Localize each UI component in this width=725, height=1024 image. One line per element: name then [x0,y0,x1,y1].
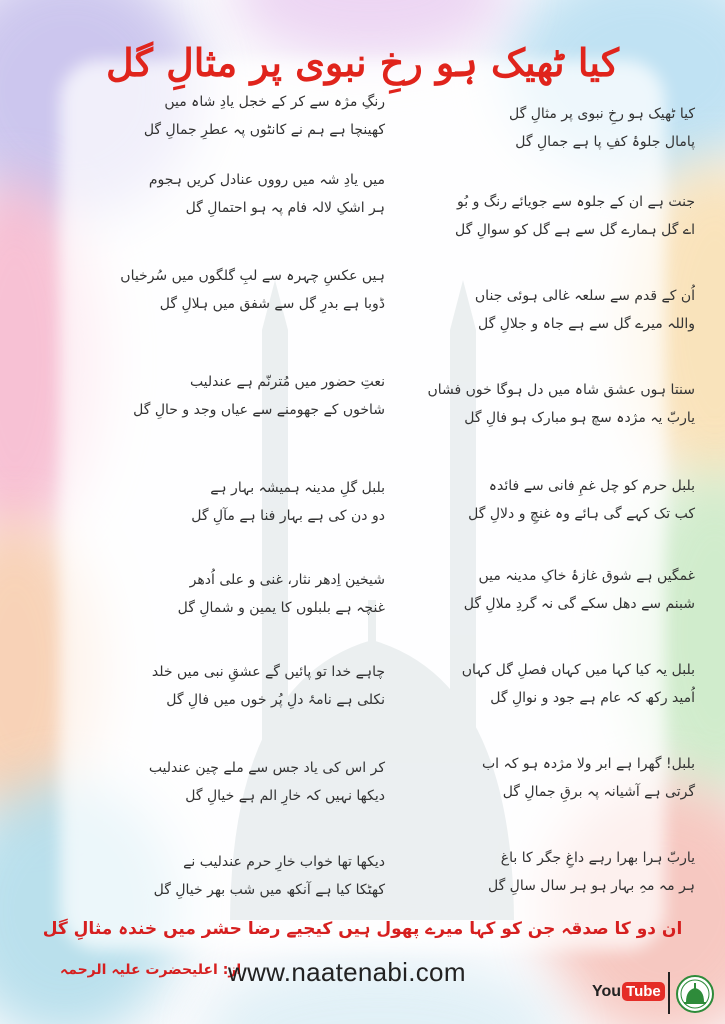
verse-line: رنگِ مژہ سے کر کے خجل یادِ شاہ میں [164,94,385,110]
verse-line: گرتی ہے آشیانہ پہ برقِ جمالِ گل [502,784,695,800]
verse-line: چاہے خدا تو پائیں گے عشقِ نبی میں خلد [151,664,385,680]
verse-line: بلبل! گھرا ہے ابر ولا مژدہ ہو کہ اب [481,756,695,772]
divider [668,972,670,1014]
verse-line: واللہ میرے گل سے ہے جاہ و جلالِ گل [478,316,695,332]
verse-line: اُن کے قدم سے سلعہ غالی ہوئی جناں [474,288,695,304]
verse-line: دیکھا تھا خواب خارِ حرم عندلیب نے [183,854,385,870]
youtube-logo[interactable] [592,982,665,1001]
youtube-tube-text: Tube [622,982,665,1001]
verse-line: دیکھا نہیں کہ خارِ الم ہے خیالِ گل [185,788,385,804]
verse-line: شبنم سے دھل سکے گی نہ گردِ ملالِ گل [463,596,695,612]
verse-line: کر اس کی یاد جس سے ملے چین عندلیب [148,760,385,776]
green-dome-logo-icon [676,975,714,1013]
stanza [85,262,385,318]
verse-line: نکلی ہے نامۂ دلِ پُر خوں میں فالِ گل [166,692,385,708]
verse-line: بلبل حرم کو چل غمِ فانی سے فائدہ [488,478,695,494]
stanza [395,100,695,156]
stanza [395,188,695,244]
verse-line: اُمید رکھ کہ عام ہے جود و نوالِ گل [490,690,695,706]
author-credit: از: اعلیحضرت علیہ الرحمہ [60,962,242,978]
verse-line: اے گل ہمارے گل سے ہے گل کو سوالِ گل [454,222,695,238]
stanza [85,368,385,424]
verse-line: ہر مہ مہِ بہار ہو ہر سال سالِ گل [487,878,695,894]
verse-line: غنچہ ہے بلبلوں کا یمین و شمالِ گل [177,600,385,616]
verse-line: بلبل یہ کیا کہا میں کہاں فصلِ گل کہاں [461,662,695,678]
verse-line: ڈوبا ہے بدرِ گل سے شفق میں ہلالِ گل [159,296,385,312]
verse-line: ہیں عکسِ چہرہ سے لبِ گلگوں میں سُرخیاں [120,268,385,284]
verse-line: میں یادِ شہ میں رووں عنادل کریں ہجوم [148,172,385,188]
stanza [395,844,695,900]
stanza [395,750,695,806]
stanza [85,166,385,222]
verse-line: یاربّ یہ مژدہ سچ ہو مبارک ہو فالِ گل [464,410,695,426]
verse-line: ہر اشکِ لالہ فام پہ ہو احتمالِ گل [185,200,385,216]
verse-line: کھینچا ہے ہم نے کانٹوں پہ عطرِ جمالِ گل [143,122,385,138]
stanza [85,474,385,530]
youtube-you-text: You [592,982,622,1000]
stanza [395,376,695,432]
stanza [395,472,695,528]
verse-line: بلبل گلِ مدینہ ہمیشہ بہار ہے [210,480,385,496]
verse-line: دو دن کی ہے بہار فنا ہے مآلِ گل [191,508,385,524]
verse-line: یاربّ ہرا بھرا رہے داغِ جگر کا باغ [500,850,695,866]
verse-line: شیخین اِدھر نثار، غنی و علی اُدھر [189,572,385,588]
stanza [85,848,385,904]
stanza [395,282,695,338]
verse-line: سنتا ہوں عشق شاہ میں دل ہوگا خوں فشاں [427,382,695,398]
stanza [395,562,695,618]
verse-line: نعتِ حضور میں مُترنّم ہے عندلیب [189,374,385,390]
stanza [85,754,385,810]
verse-line: غمگیں ہے شوق غازۂ خاکِ مدینہ میں [478,568,695,584]
verse-line: پامال جلوۂ کفِ پا ہے جمالِ گل [515,134,695,150]
verse-line: جنت ہے ان کے جلوہ سے جویائے رنگ و بُو [456,194,695,210]
stanza [85,658,385,714]
verse-line: کھٹکا کیا ہے آنکھ میں شب بھر خیالِ گل [153,882,385,898]
page-title: کیا ٹھیک ہو رخِ نبوی پر مثالِ گل [106,40,619,85]
stanza [85,566,385,622]
stanza [85,88,385,144]
verse-line: شاخوں کے جھومنے سے عیاں وجد و حالِ گل [133,402,385,418]
website-link[interactable]: www.naatenabi.com [228,957,466,987]
verse-line: کب تک کہے گی ہائے وہ غنچِ و دلالِ گل [468,506,695,522]
verse-line: کیا ٹھیک ہو رخِ نبوی پر مثالِ گل [508,106,695,122]
stanza [395,656,695,712]
closing-verse: ان دو کا صدقہ جن کو کہا میرے پھول ہیں کیجیے رضا حشر میں خندہ مثالِ گل [42,919,683,939]
